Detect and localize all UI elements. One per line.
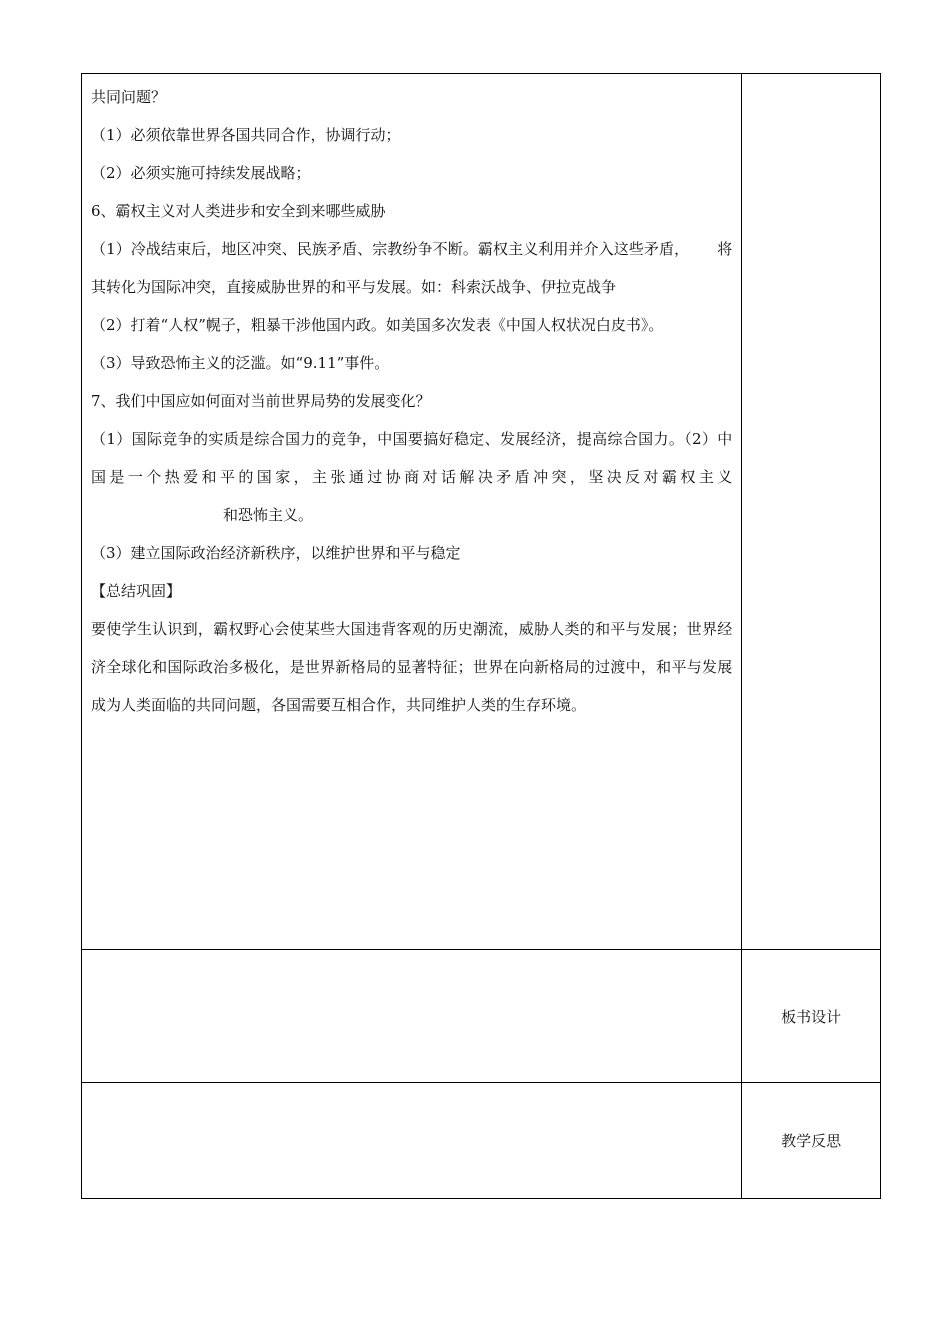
text-line: （3）建立国际政治经济新秩序，以维护世界和平与稳定 <box>91 544 461 562</box>
side-cell <box>742 74 881 950</box>
content-cell <box>82 74 742 950</box>
lesson-content <box>82 74 741 724</box>
paragraph: （2）打着“人权”幌子，粗暴干涉他国内政。如美国多次发表《中国人权状况白皮书》。 <box>91 316 664 334</box>
lesson-table <box>81 73 881 1199</box>
paragraph-part: （1）国际竞争的实质是综合国力的竞争，中国要搞好稳定、发展经济，提高综合国力。（2）中国是一个热爱和平的国家，主张通过协商对话解决矛盾冲突，坚决反对霸权主义 <box>91 430 733 486</box>
paragraph: 要使学生认识到，霸权野心会使某些大国违背客观的历史潮流，威胁人类的和平与发展；世界经济全球化和国际政治多极化，是世界新格局的显著特征；世界在向新格局的过渡中，和平与发展成为人类面临的共同问题，各国需要互相合作，共同维护人类的生存环境。 <box>91 620 733 714</box>
text-line: 共同问题？ <box>91 88 167 106</box>
text-line: 6、霸权主义对人类进步和安全到来哪些威胁 <box>91 202 386 220</box>
board-design-cell <box>82 950 742 1083</box>
text-line: （1）必须依靠世界各国共同合作，协调行动； <box>91 126 401 144</box>
text-line: （3）导致恐怖主义的泛滥。如“9.11”事件。 <box>91 354 390 372</box>
text-line: 7、我们中国应如何面对当前世界局势的发展变化？ <box>91 392 431 410</box>
content-row <box>82 74 881 950</box>
paragraph <box>91 230 732 306</box>
paragraph <box>91 420 732 534</box>
teaching-reflection-label: 教学反思 <box>742 1083 881 1199</box>
teaching-reflection-row <box>82 1083 881 1199</box>
section-heading: 【总结巩固】 <box>91 582 182 600</box>
paragraph-part: （1）冷战结束后，地区冲突、民族矛盾、宗教纷争不断。霸权主义利用并介入这些矛盾， <box>91 240 690 258</box>
paragraph-part: 和恐怖主义。 <box>223 506 314 524</box>
board-design-label: 板书设计 <box>742 950 881 1083</box>
paragraph-part: 将其转化为国际冲突，直接威胁世界的和平与发展。如：科索沃战争、伊拉克战争 <box>91 240 733 296</box>
teaching-reflection-cell <box>82 1083 742 1199</box>
text-line: （2）必须实施可持续发展战略； <box>91 164 311 182</box>
board-design-row <box>82 950 881 1083</box>
